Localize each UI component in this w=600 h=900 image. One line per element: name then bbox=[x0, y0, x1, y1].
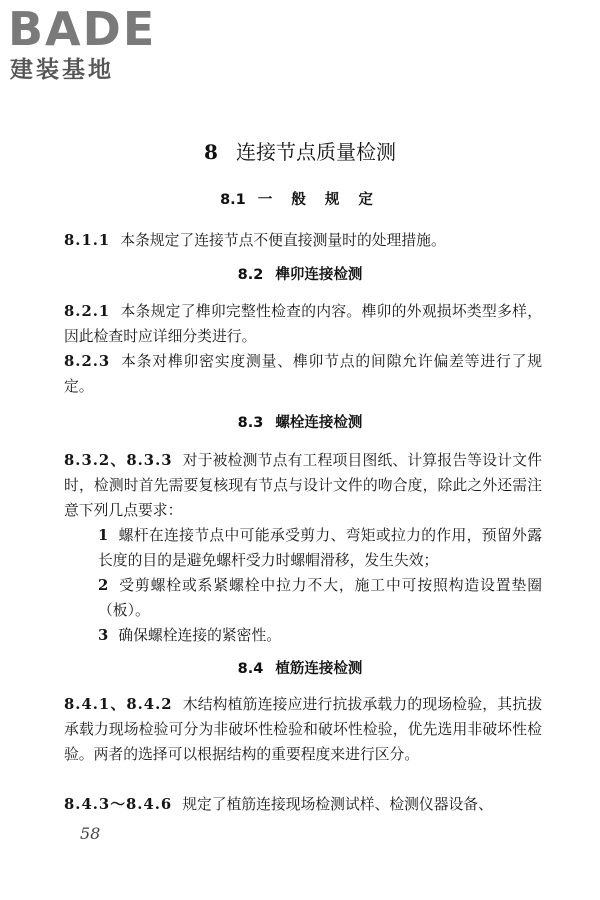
clause-text: 本条对榫卯密实度测量、榫卯节点的间隙允许偏差等进行了规定。 bbox=[64, 353, 542, 395]
chapter-title bbox=[0, 137, 600, 167]
clause-8-4-3 bbox=[64, 792, 542, 817]
bade-logo bbox=[8, 2, 178, 86]
section-title: 一 般 规 定 bbox=[257, 192, 380, 208]
item-number: 3 bbox=[98, 627, 109, 644]
item-number: 1 bbox=[98, 527, 109, 544]
chapter-number: 8 bbox=[204, 140, 218, 164]
clause-text: 规定了植筋连接现场检测试样、检测仪器设备、 bbox=[182, 796, 493, 813]
clause-8-3-2 bbox=[64, 448, 542, 648]
clause-number: 8.1.1 bbox=[64, 232, 111, 249]
item-text: 受剪螺栓或系紧螺栓中拉力不大，施工中可按照构造设置垫圈（板）。 bbox=[98, 577, 542, 619]
page-number: 58 bbox=[80, 824, 101, 843]
clause-number: 8.3.2、8.3.3 bbox=[64, 452, 173, 469]
section-heading-8-1 bbox=[0, 189, 600, 211]
clause-text: 本条规定了榫卯完整性检查的内容。榫卯的外观损坏类型多样，因此检查时应详细分类进行。 bbox=[64, 303, 542, 345]
logo-brand: BADE bbox=[8, 2, 157, 56]
logo-subtitle: 建装基地 bbox=[10, 57, 114, 83]
clause-8-1-1 bbox=[64, 228, 542, 253]
list-item bbox=[64, 573, 542, 623]
list-item bbox=[64, 623, 542, 648]
list-item bbox=[64, 523, 542, 573]
clause-8-4-1 bbox=[64, 692, 542, 767]
clause-text: 本条规定了连接节点不便直接测量时的处理措施。 bbox=[120, 232, 446, 249]
section-heading-8-3 bbox=[0, 412, 600, 434]
item-number: 2 bbox=[98, 577, 109, 594]
clause-8-2-3 bbox=[64, 349, 542, 399]
clause-number: 8.4.1、8.4.2 bbox=[64, 696, 173, 713]
clause-text: 木结构植筋连接应进行抗拔承载力的现场检验，其抗拔承载力现场检验可分为非破坏性检验和破坏性检验，优先选用非破坏性检验。两者的选择可以根据结构的重要程度来进行区分。 bbox=[64, 696, 542, 763]
section-number: 8.1 bbox=[220, 192, 246, 208]
item-text: 螺杆在连接节点中可能承受剪力、弯矩或拉力的作用，预留外露长度的目的是避免螺杆受力时螺帽滑移，发生失效； bbox=[98, 527, 542, 569]
section-title: 榫卯连接检测 bbox=[275, 267, 363, 283]
section-number: 8.3 bbox=[237, 415, 264, 431]
section-number: 8.2 bbox=[237, 267, 264, 283]
section-heading-8-4 bbox=[0, 658, 600, 680]
chapter-title-text: 连接节点质量检测 bbox=[235, 140, 396, 164]
clause-text: 对于被检测节点有工程项目图纸、计算报告等设计文件时，检测时首先需要复核现有节点与设计文件的吻合度，除此之外还需注意下列几点要求： bbox=[64, 452, 542, 519]
section-number: 8.4 bbox=[237, 661, 264, 677]
section-heading-8-2 bbox=[0, 264, 600, 286]
item-text: 确保螺栓连接的紧密性。 bbox=[118, 627, 282, 644]
clause-number: 8.2.3 bbox=[64, 353, 111, 370]
clause-8-2-1 bbox=[64, 299, 542, 349]
section-title: 植筋连接检测 bbox=[275, 661, 363, 677]
clause-number: 8.2.1 bbox=[64, 303, 111, 320]
clause-number: 8.4.3～8.4.6 bbox=[64, 796, 173, 813]
section-title: 螺栓连接检测 bbox=[275, 415, 363, 431]
